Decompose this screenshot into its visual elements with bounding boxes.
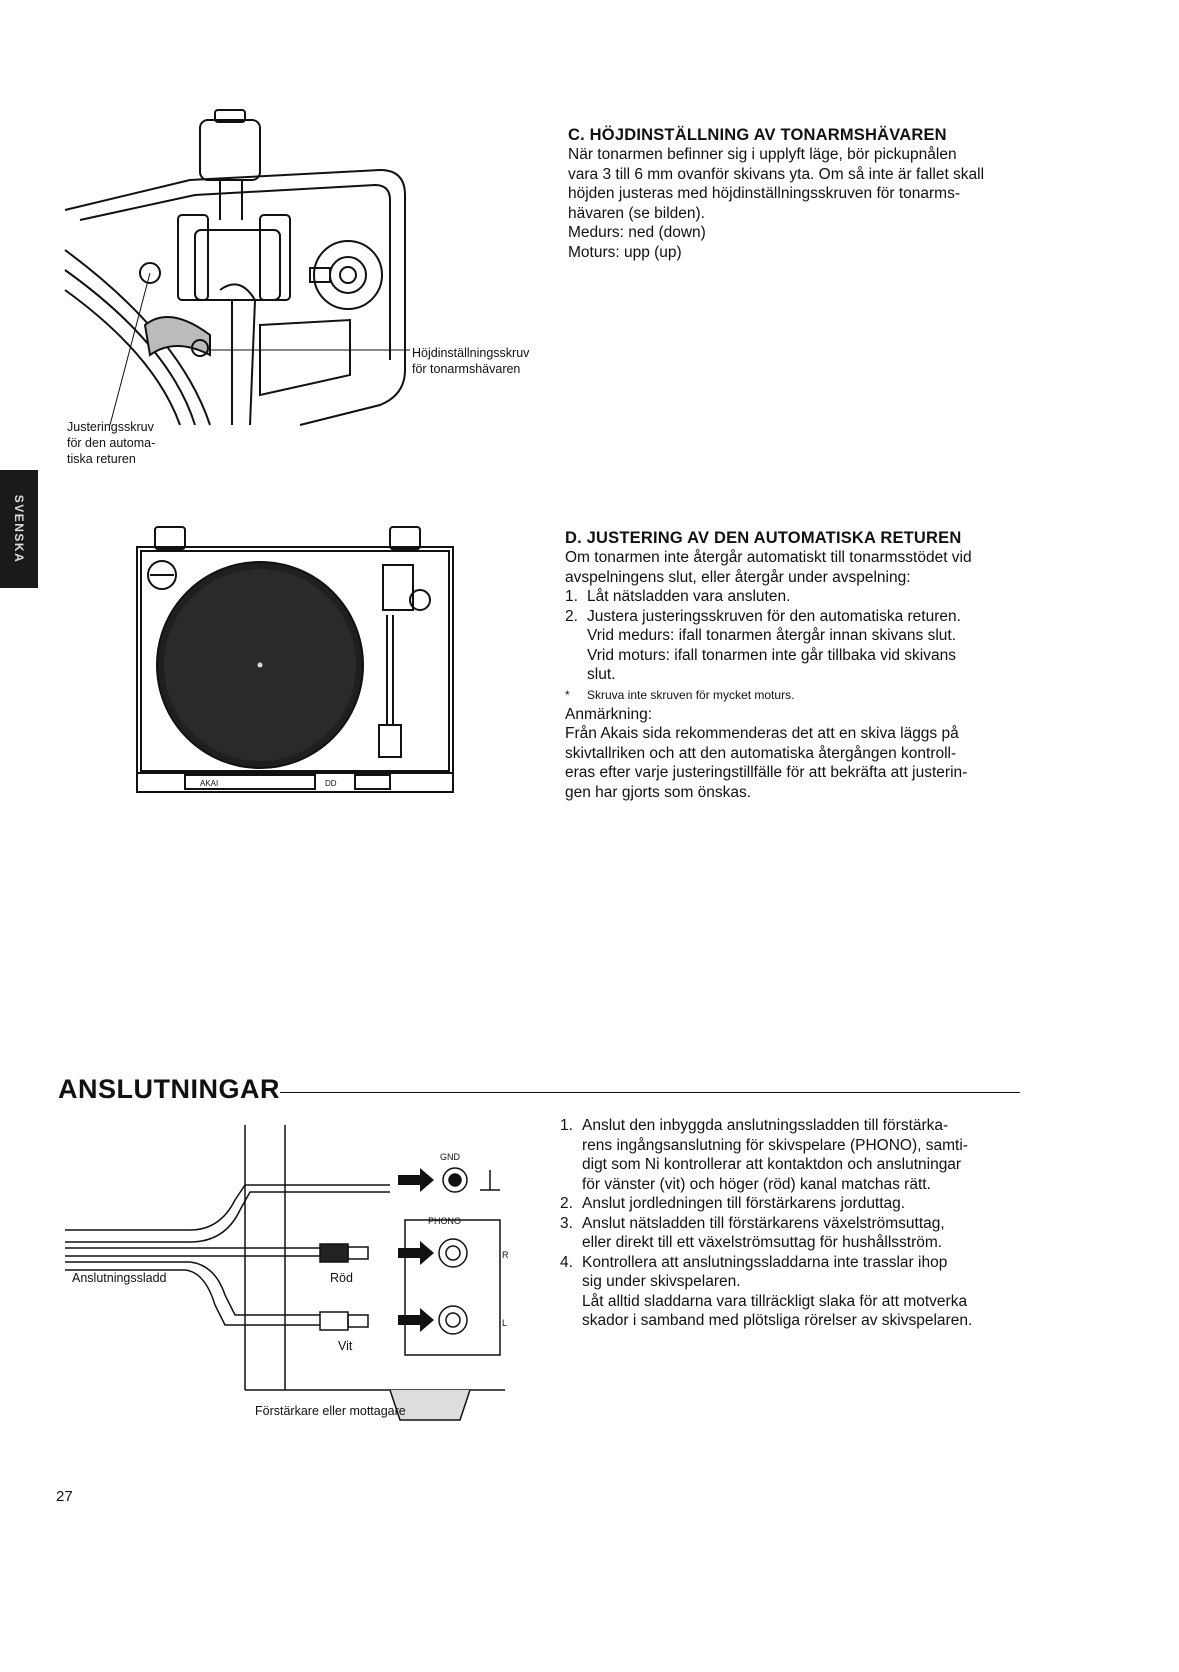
section-d-intro: Om tonarmen inte återgår automatiskt till tonarmsstödet vid bbox=[565, 549, 972, 566]
step-line: Anslut jordledningen till förstärkarens jorduttag. bbox=[582, 1195, 906, 1212]
figure3-phono-text: PHONO bbox=[428, 1216, 462, 1226]
page-number: 27 bbox=[56, 1488, 73, 1505]
list-item bbox=[565, 587, 1045, 607]
section-d-body bbox=[565, 548, 1045, 802]
language-tab-label: SVENSKA bbox=[12, 494, 26, 564]
red-label: Röd bbox=[330, 1271, 353, 1285]
step-line: Kontrollera att anslutningssladdarna inte trasslar ihop bbox=[582, 1253, 948, 1271]
step-line: Låt nätsladden vara ansluten. bbox=[587, 588, 791, 605]
step-line: Vrid medurs: ifall tonarmen återgår innan skivans slut. bbox=[587, 627, 957, 644]
section-c-body bbox=[568, 145, 1048, 262]
height-screw-label bbox=[412, 345, 529, 377]
step-line: Låt alltid sladdarna vara tillräckligt slaka för att motverka bbox=[582, 1292, 968, 1310]
section-c-line: vara 3 till 6 mm ovanför skivans yta. Om så inte är fallet skall bbox=[568, 165, 985, 183]
remark-line: eras efter varje justeringstillfälle för att bekräfta att justerin- bbox=[565, 764, 968, 781]
section-c-line: Medurs: ned (down) bbox=[568, 224, 706, 241]
step-line: slut. bbox=[587, 666, 616, 683]
figure3-gnd-text: GND bbox=[440, 1152, 460, 1162]
step-number: 3. bbox=[560, 1214, 573, 1232]
step-line: skador i samband med plötsliga rörelser av skivspelaren. bbox=[582, 1312, 973, 1329]
remark-line: gen har gjorts som önskas. bbox=[565, 783, 752, 801]
section-c-line: När tonarmen befinner sig i upplyft läge, bör pickupnålen bbox=[568, 146, 957, 163]
section-c bbox=[568, 125, 1048, 262]
return-screw-label bbox=[67, 419, 155, 467]
list-item bbox=[560, 1214, 1040, 1253]
step-line: Justera justeringsskruven för den automatiska returen. bbox=[587, 607, 961, 625]
figure3-r-text: R bbox=[502, 1250, 509, 1260]
step-line: för vänster (vit) och höger (röd) kanal matchas rätt. bbox=[582, 1175, 931, 1193]
height-screw-label-line2: för tonarmshävaren bbox=[412, 362, 521, 376]
tonearm-closeup-figure bbox=[60, 105, 540, 465]
height-screw-label-line1: Höjdinställningsskruv bbox=[412, 346, 530, 360]
section-d bbox=[565, 528, 1045, 802]
step-line: eller direkt till ett växelströmsuttag för hushållsström. bbox=[582, 1234, 943, 1251]
section-c-line: hävaren (se bilden). bbox=[568, 204, 705, 222]
figure3-l-text: L bbox=[502, 1318, 508, 1328]
cable-label: Anslutningssladd bbox=[72, 1271, 167, 1285]
return-screw-label-line1: Justeringsskruv bbox=[67, 420, 154, 434]
section-d-title: D. JUSTERING AV DEN AUTOMATISKA RETUREN bbox=[565, 529, 962, 547]
step-line: Anslut den inbyggda anslutningssladden till förstärka- bbox=[582, 1117, 949, 1134]
note-bullet: * bbox=[565, 687, 570, 702]
return-screw-label-line2: för den automa- bbox=[67, 436, 156, 450]
return-screw-label-line3: tiska returen bbox=[67, 452, 136, 466]
remark-line: Från Akais sida rekommenderas det att en skiva läggs på bbox=[565, 725, 959, 742]
language-side-tab bbox=[0, 470, 38, 588]
remark-line: skivtallriken och att den automatiska återgången kontroll- bbox=[565, 744, 957, 762]
white-label: Vit bbox=[338, 1339, 353, 1353]
list-item bbox=[560, 1116, 1040, 1194]
section-c-line: Moturs: upp (up) bbox=[568, 243, 682, 261]
note-text: Skruva inte skruven för mycket moturs. bbox=[587, 687, 795, 702]
step-number: 1. bbox=[565, 588, 578, 605]
list-item bbox=[560, 1253, 1040, 1331]
connections-heading: ANSLUTNINGAR bbox=[58, 1074, 280, 1104]
figure2-brand-text: AKAI bbox=[200, 779, 219, 788]
step-line: Vrid moturs: ifall tonarmen inte går tillbaka vid skivans bbox=[587, 646, 956, 664]
turntable-top-view-figure bbox=[135, 525, 455, 795]
step-line: Anslut nätsladden till förstärkarens växelströmsuttag, bbox=[582, 1214, 945, 1232]
list-item bbox=[560, 1194, 1040, 1214]
heading-rule bbox=[280, 1092, 1020, 1093]
section-c-line: höjden justeras med höjdinställningsskruven för tonarms- bbox=[568, 185, 961, 202]
figure2-model-text: DD bbox=[325, 779, 337, 788]
section-d-note bbox=[565, 687, 1045, 703]
section-d-intro: avspelningens slut, eller återgår under avspelning: bbox=[565, 568, 911, 586]
amp-label: Förstärkare eller mottagare bbox=[255, 1404, 406, 1418]
step-line: rens ingångsanslutning för skivspelare (PHONO), samti- bbox=[582, 1136, 968, 1154]
step-number: 4. bbox=[560, 1253, 573, 1271]
step-number: 1. bbox=[560, 1117, 573, 1134]
section-d-steps bbox=[565, 587, 1045, 685]
step-number: 2. bbox=[565, 607, 578, 625]
step-line: digt som Ni kontrollerar att kontaktdon och anslutningar bbox=[582, 1156, 962, 1173]
section-c-title: C. HÖJDINSTÄLLNING AV TONARMSHÄVAREN bbox=[568, 126, 947, 144]
list-item bbox=[565, 607, 1045, 685]
connections-steps bbox=[560, 1116, 1040, 1331]
step-number: 2. bbox=[560, 1195, 573, 1212]
remark-label: Anmärkning: bbox=[565, 705, 653, 723]
step-line: sig under skivspelaren. bbox=[582, 1273, 741, 1290]
